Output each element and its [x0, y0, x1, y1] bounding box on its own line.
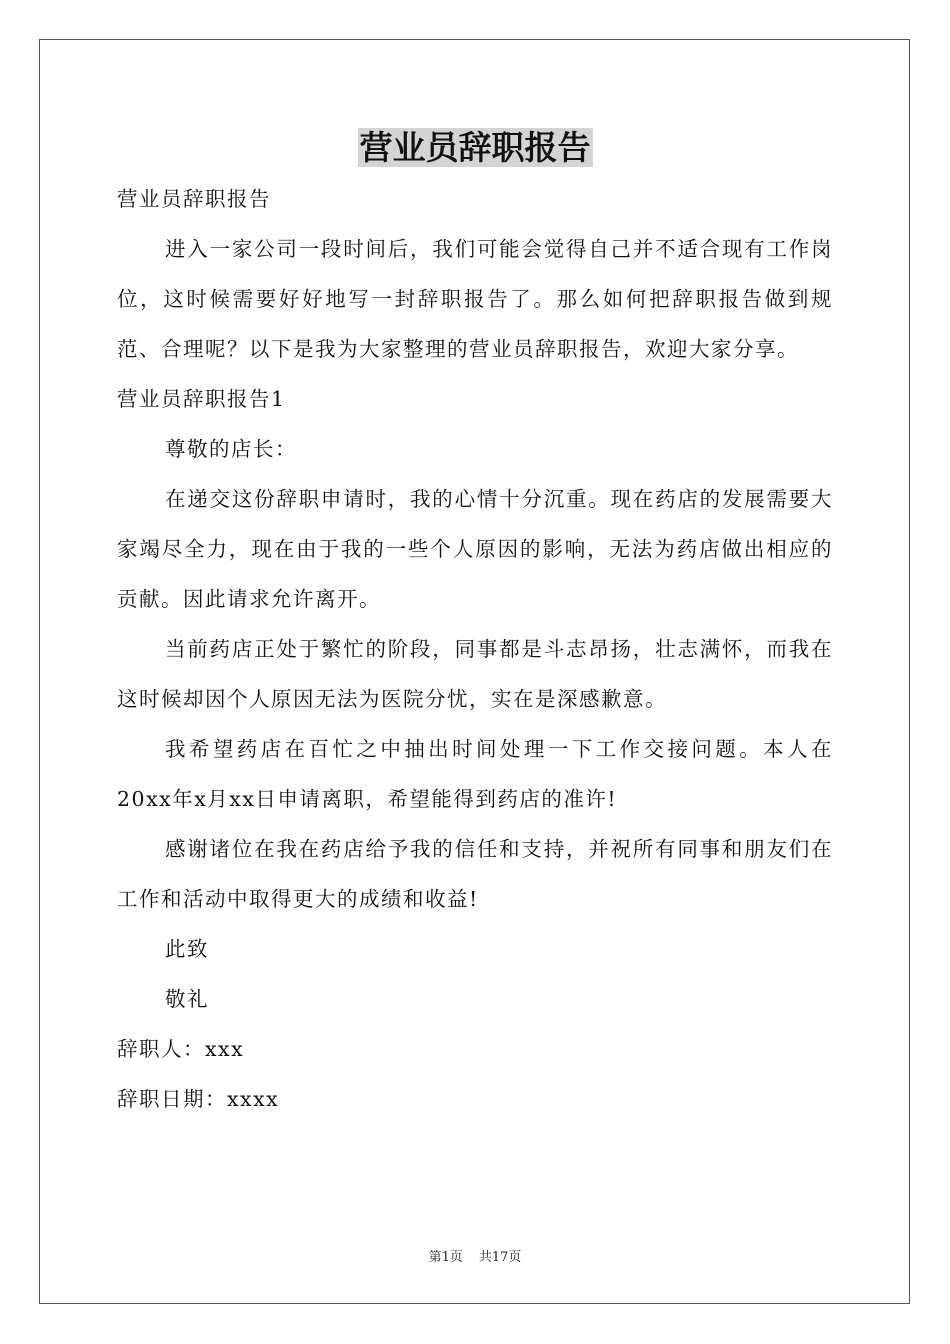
paragraph-closing-1: 此致	[165, 937, 209, 961]
paragraph-subtitle: 营业员辞职报告	[117, 187, 271, 211]
document-title	[0, 126, 950, 170]
paragraph-closing-2: 敬礼	[165, 987, 209, 1011]
paragraph-section-heading: 营业员辞职报告1	[117, 387, 286, 411]
paragraph-body-1: 在递交这份辞职申请时，我的心情十分沉重。现在药店的发展需要大家竭尽全力，现在由于我的一些个人原因的影响，无法为药店做出相应的贡献。因此请求允许离开。	[117, 487, 833, 611]
document-title-text: 营业员辞职报告	[359, 128, 591, 167]
page-number: 第1页	[428, 1250, 463, 1265]
paragraph-body-4: 感谢诸位在我在药店给予我的信任和支持，并祝所有同事和朋友们在工作和活动中取得更大的成绩和收益!	[117, 837, 833, 911]
document-body	[117, 174, 833, 1124]
paragraph-intro: 进入一家公司一段时间后，我们可能会觉得自己并不适合现有工作岗位，这时候需要好好地写一封辞职报告了。那么如何把辞职报告做到规范、合理呢？以下是我为大家整理的营业员辞职报告，欢迎大家分享。	[117, 237, 833, 361]
paragraph-resign-date: 辞职日期：xxxx	[117, 1087, 280, 1111]
paragraph-body-2: 当前药店正处于繁忙的阶段，同事都是斗志昂扬，壮志满怀，而我在这时候却因个人原因无法为医院分忧，实在是深感歉意。	[117, 637, 833, 711]
page-total: 共17页	[478, 1250, 522, 1265]
paragraph-resigner: 辞职人：xxx	[117, 1037, 245, 1061]
paragraph-body-3: 我希望药店在百忙之中抽出时间处理一下工作交接问题。本人在20xx年x月xx日申请离职，希望能得到药店的准许!	[117, 737, 833, 811]
page-footer	[0, 1250, 950, 1266]
paragraph-salutation: 尊敬的店长：	[165, 437, 297, 461]
